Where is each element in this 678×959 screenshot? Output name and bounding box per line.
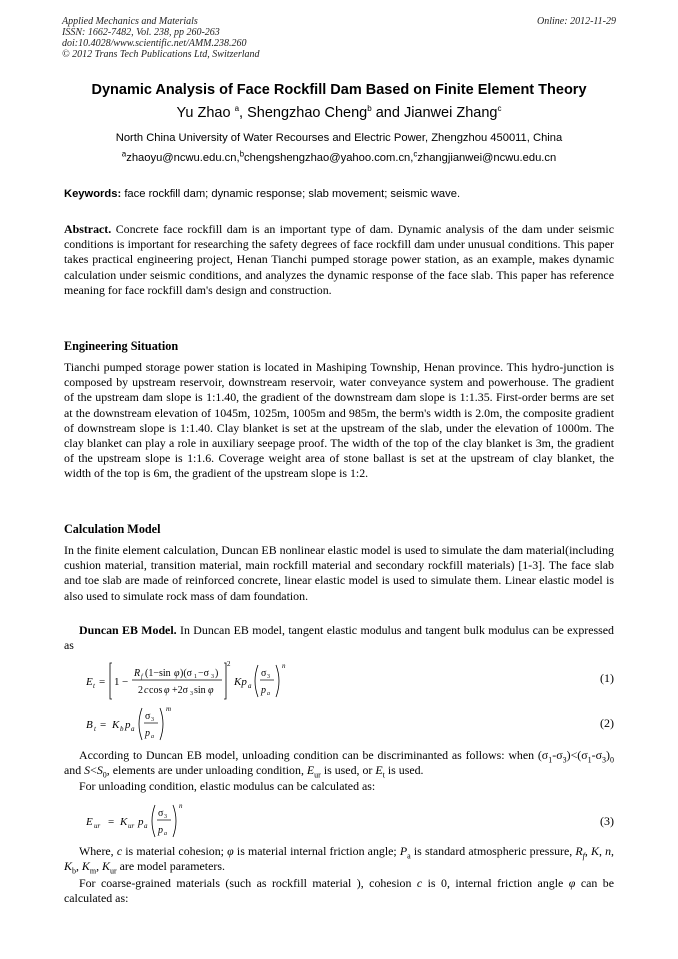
coarse-text-c: can be calculated as: <box>64 876 614 906</box>
duncan-paragraph <box>64 623 614 653</box>
email-1[interactable]: zhaoyu@ncwu.edu.cn, <box>126 152 240 164</box>
email-1-mark: a <box>121 149 127 159</box>
duncan-text: In Duncan EB model, tangent elastic modulus and tangent bulk modulus can be expressed as <box>64 623 614 653</box>
svg-text:=: = <box>108 816 115 828</box>
svg-text:φ: φ <box>208 685 214 696</box>
unloading-text-c: is used, or <box>323 763 373 778</box>
author-3: Jianwei Zhang <box>403 105 498 121</box>
author-separator: and <box>371 105 404 121</box>
svg-text:f: f <box>141 674 143 680</box>
unloading-text-d: is used. <box>387 763 424 778</box>
author-3-mark: c <box>497 104 502 114</box>
svg-text:E: E <box>86 676 93 688</box>
online-date: Online: 2012-11-29 <box>537 16 616 27</box>
svg-text:a: a <box>248 682 252 690</box>
journal-name: Applied Mechanics and Materials <box>62 16 198 27</box>
svg-text:n: n <box>179 802 183 810</box>
svg-text:=: = <box>99 676 106 688</box>
svg-text:φ: φ <box>174 668 180 679</box>
email-3[interactable]: zhangjianwei@ncwu.edu.cn <box>417 152 557 164</box>
abstract <box>64 222 614 298</box>
author-2-mark: b <box>367 104 372 114</box>
svg-text:1: 1 <box>114 676 120 688</box>
section-heading-engineering: Engineering Situation <box>64 339 179 353</box>
svg-text:m: m <box>166 705 172 713</box>
svg-text:p: p <box>261 685 266 696</box>
svg-text:3: 3 <box>267 674 270 680</box>
email-list <box>40 150 638 166</box>
email-2[interactable]: chengshengzhao@yahoo.com.cn, <box>244 152 414 164</box>
where-text-c: is material internal friction angle; <box>236 844 397 858</box>
equation-3-formula <box>86 800 236 842</box>
affiliation: North China University of Water Recourses and Electric Power, Zhengzhou 450011, China <box>115 132 563 144</box>
where-text-a: Where, <box>79 844 114 858</box>
issn-line: ISSN: 1662-7482, Vol. 238, pp 260-263 <box>62 27 220 38</box>
unloading-text-a: According to Duncan EB model, unloading condition can be discriminanted as follows: when <box>79 748 535 762</box>
svg-text:ur: ur <box>94 822 101 830</box>
where-text-b: is material cohesion; <box>125 844 224 858</box>
svg-text:3: 3 <box>190 691 193 697</box>
author-list <box>40 103 638 123</box>
paper-title: Dynamic Analysis of Face Rockfill Dam Based on Finite Element Theory <box>91 82 587 98</box>
svg-text:p: p <box>158 825 163 836</box>
equation-2 <box>86 704 226 749</box>
abstract-text: Concrete face rockfill dam is an important type of dam. Dynamic analysis of the dam under seismic conditions is important for researching the safety degrees of face rockfill dam under unusual conditions. This paper takes practical engineering project, Henan Tianchi pumped storage power station, as an example, makes dynamic calculation under seismic conditions, and analyzes the dynamic response of the face slab. This paper has reference meaning for face rockfill dam's design and construction. <box>64 222 614 297</box>
doi-line: doi:10.4028/www.scientific.net/AMM.238.260 <box>62 38 247 49</box>
svg-text:σ: σ <box>261 668 267 679</box>
keywords-text: face rockfill dam; dynamic response; slab movement; seismic wave. <box>124 188 461 200</box>
equation-1-number: (1) <box>600 671 614 685</box>
svg-text:p: p <box>145 728 150 739</box>
journal-header <box>62 16 422 60</box>
equation-1 <box>86 660 326 707</box>
svg-text:): ) <box>215 668 219 679</box>
svg-text:E: E <box>86 816 93 828</box>
author-1: Yu Zhao <box>176 105 231 121</box>
svg-text:cos: cos <box>149 685 163 696</box>
svg-text:p: p <box>125 719 131 731</box>
unloading-paragraph: According to Duncan EB model, unloading condition can be discriminanted as follows: when $(\sigma_1-\sigma_3)<(\sigma_1-\sigma_3)_0$ and $S<S_0$, elements are under unloading condition, $E_{ur}$ is used, or $E_t$ is used. <box>64 748 614 780</box>
svg-text:2: 2 <box>227 660 231 668</box>
svg-text:−σ: −σ <box>198 668 210 679</box>
where-paragraph: Where, c is material cohesion; φ is material internal friction angle; $P_a$ is standard atmospheric pressure, $R_f$, K, n, $K_b$, $K_m$, $K_{ur}$ are model parameters. <box>64 844 615 876</box>
svg-text:3: 3 <box>211 674 214 680</box>
keywords <box>64 186 616 202</box>
coarse-text-a: For coarse-grained materials (such as rockfill material ), cohesion <box>79 876 412 890</box>
svg-text:a: a <box>267 691 270 697</box>
svg-text:3: 3 <box>164 814 167 820</box>
svg-text:2: 2 <box>138 685 143 696</box>
svg-text:n: n <box>282 662 286 670</box>
svg-text:t: t <box>93 682 95 690</box>
svg-text:a: a <box>131 725 135 733</box>
where-text-d: is standard atmospheric pressure, <box>413 844 573 858</box>
email-3-mark: c <box>413 149 418 159</box>
coarse-text-b: is 0, internal friction angle <box>427 876 564 890</box>
section-heading-model: Calculation Model <box>64 522 161 536</box>
svg-text:)(σ: )(σ <box>180 668 193 679</box>
duncan-label: Duncan EB Model. <box>79 623 177 637</box>
equation-3-number: (3) <box>600 814 614 828</box>
svg-text:3: 3 <box>151 717 154 723</box>
author-1-mark: a <box>234 104 240 114</box>
where-text-e: are model parameters. <box>119 859 225 874</box>
svg-text:b: b <box>120 725 124 733</box>
equation-1-formula <box>86 660 326 702</box>
coarse-paragraph: For coarse-grained materials (such as rockfill material ), cohesion c is 0, internal friction angle φ can be calculated as: <box>64 876 614 906</box>
equation-2-number: (2) <box>600 716 614 730</box>
svg-text:B: B <box>86 719 93 731</box>
svg-text:a: a <box>164 831 167 837</box>
svg-text:t: t <box>94 725 96 733</box>
svg-text:a: a <box>144 822 148 830</box>
svg-text:c: c <box>144 685 149 696</box>
author-separator: , <box>239 105 248 121</box>
model-paragraph: In the finite element calculation, Duncan EB nonlinear elastic model is used to simulate the dam material(including cushion material, transition material, main rockfill material and secondary rockfill materials) [1-3]. The face slab and toe slab are made of reinforced concrete, linear elastic model is used to simulate them. Linear elastic model is also used to simulate rock mass of dam foundation. <box>64 543 614 603</box>
author-2: Shengzhao Cheng <box>247 105 368 121</box>
svg-text:−: − <box>122 676 129 688</box>
svg-text:sin: sin <box>194 685 206 696</box>
svg-text:σ: σ <box>158 808 164 819</box>
svg-text:1: 1 <box>194 674 197 680</box>
svg-text:(1−sin: (1−sin <box>145 668 171 679</box>
svg-text:Kp: Kp <box>234 676 247 688</box>
svg-text:ur: ur <box>128 822 135 830</box>
svg-text:φ: φ <box>164 685 170 696</box>
email-2-mark: b <box>239 149 245 159</box>
copyright-line: © 2012 Trans Tech Publications Ltd, Switzerland <box>62 49 260 60</box>
svg-text:=: = <box>100 719 107 731</box>
svg-text:K: K <box>112 719 120 731</box>
equation-2-formula <box>86 704 226 744</box>
svg-text:σ: σ <box>145 711 151 722</box>
svg-text:p: p <box>138 816 144 828</box>
equation-3 <box>86 800 236 847</box>
unloading-paragraph-2: For unloading condition, elastic modulus can be calculated as: <box>79 779 376 793</box>
unloading-text-b: elements are under unloading condition, <box>112 763 304 778</box>
engineering-paragraph: Tianchi pumped storage power station is located in Mashiping Township, Henan province. This hydro-junction is composed by upstream reservoir, downstream reservoir, water conveyance system and powerhouse. The gradient of the upstream dam slope is 1:1.40, the gradient of the downstream dam slope is 1:1.35. First-order berms are set at the downstream elevation of 1045m, 1025m, 1005m and 985m, the berm's width is 2.0m, the composite gradient of downstream slope is 1:1.40. Clay blanket is set at the upstream of the slab, under the elevation of 1000m. The clay blanket can play a role in auxiliary seepage proof. The width of the top of the clay blanket is 3m, the gradient of the upstream slope is 1:1.6. Coverage weight area of stone ballast is set at the upstream of clay blanket, the width of the top is 6m, the gradient of the upstream slope is 1:2. <box>64 360 614 481</box>
keywords-label: Keywords: <box>64 188 122 200</box>
svg-text:a: a <box>151 734 154 740</box>
svg-text:+2σ: +2σ <box>172 685 189 696</box>
svg-text:K: K <box>120 816 128 828</box>
abstract-label: Abstract. <box>64 222 112 236</box>
svg-text:R: R <box>134 668 141 679</box>
